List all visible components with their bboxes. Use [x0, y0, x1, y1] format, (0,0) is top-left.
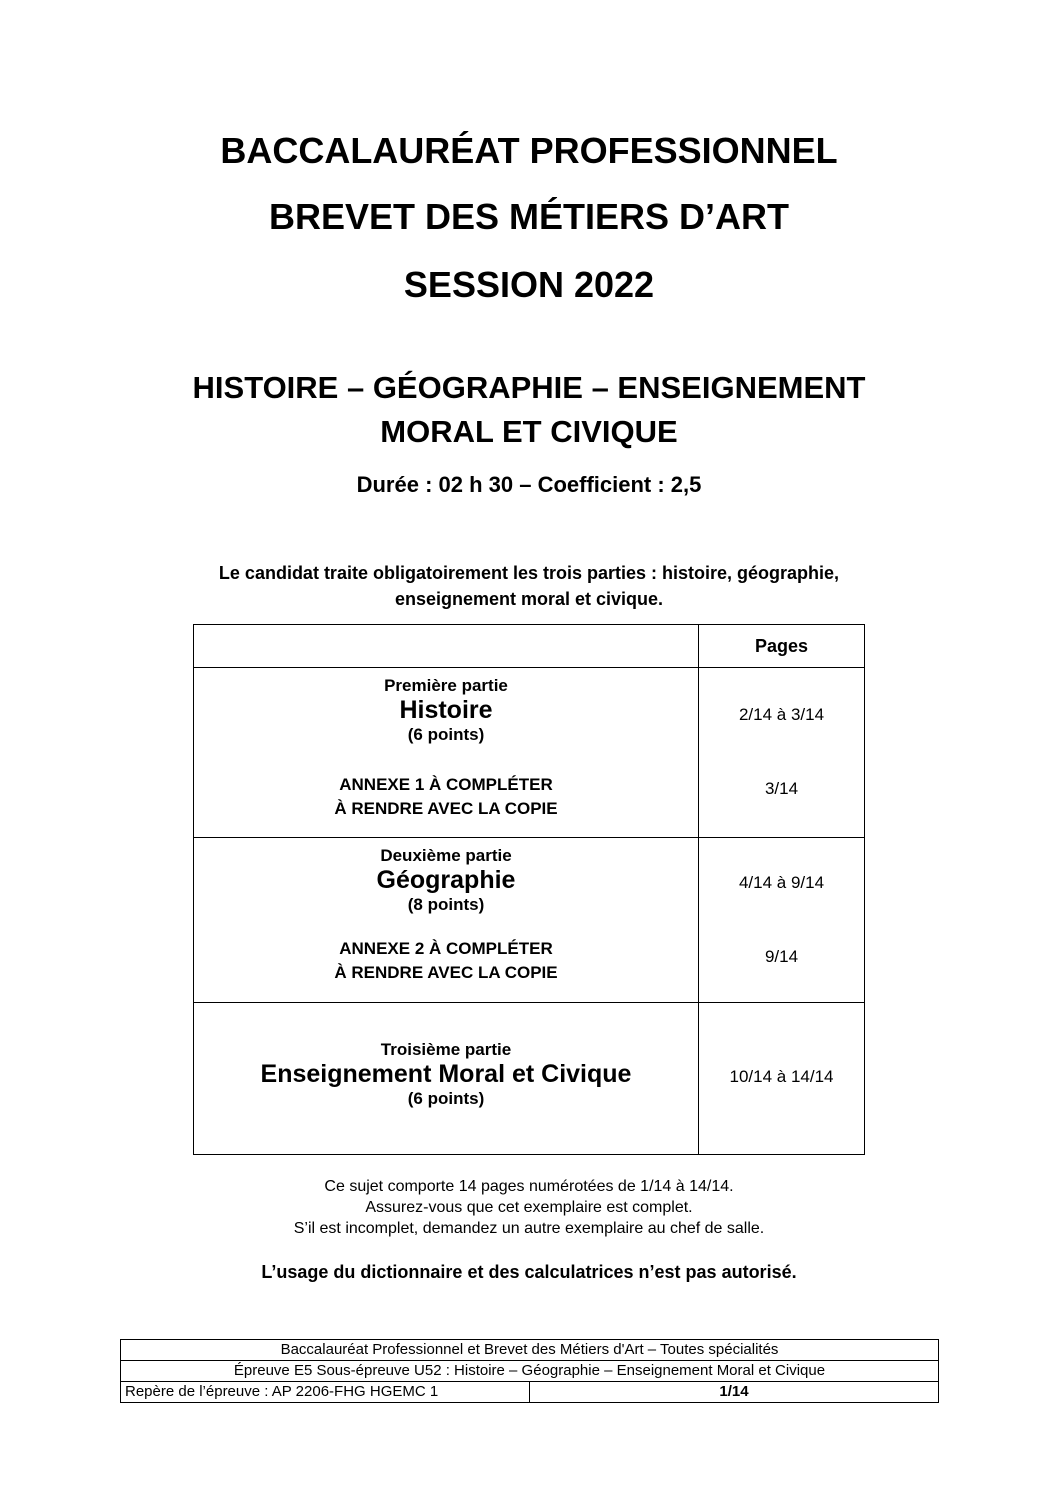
- part-2-title: Deuxième partie: [380, 846, 512, 865]
- part-2-pages: 4/14 à 9/14: [738, 873, 825, 892]
- annexe-1-pages: 3/14: [764, 779, 799, 798]
- calculator-notice: L’usage du dictionnaire et des calculatrices n’est pas autorisé.: [261, 1262, 797, 1282]
- part-3-pages: 10/14 à 14/14: [729, 1067, 834, 1086]
- part-1-name: Histoire: [399, 696, 493, 724]
- note-check-complete: Assurez-vous que cet exemplaire est complet.: [365, 1199, 693, 1216]
- subject-line-2: MORAL ET CIVIQUE: [380, 414, 678, 449]
- annexe-1-line-1: ANNEXE 1 À COMPLÉTER: [339, 775, 553, 794]
- subject-line-1: HISTOIRE – GÉOGRAPHIE – ENSEIGNEMENT: [192, 370, 866, 405]
- part-3-points: (6 points): [407, 1089, 485, 1108]
- duration-coefficient: Durée : 02 h 30 – Coefficient : 2,5: [356, 472, 702, 497]
- instructions-line-2: enseignement moral et civique.: [394, 589, 664, 609]
- part-2-name: Géographie: [376, 866, 516, 894]
- session-label: SESSION 2022: [403, 264, 655, 305]
- annexe-2-pages: 9/14: [764, 947, 799, 966]
- table-header-empty: [194, 625, 699, 668]
- annexe-2-line-1: ANNEXE 2 À COMPLÉTER: [339, 939, 553, 958]
- note-incomplete: S’il est incomplet, demandez un autre exemplaire au chef de salle.: [293, 1220, 765, 1237]
- annexe-1-line-2: À RENDRE AVEC LA COPIE: [334, 799, 558, 818]
- exam-title: BACCALAURÉAT PROFESSIONNEL: [220, 130, 838, 171]
- table-row: [194, 668, 865, 838]
- parts-table: [193, 624, 865, 1155]
- table-row: [194, 1003, 865, 1155]
- footer-epreuve-label: Épreuve E5 Sous-épreuve U52 : Histoire – Géographie – Enseignement Moral et Civique: [121, 1361, 939, 1382]
- part-3-name: Enseignement Moral et Civique: [260, 1060, 632, 1088]
- exam-subtitle: BREVET DES MÉTIERS D’ART: [268, 196, 790, 237]
- footer-repere: Repère de l’épreuve : AP 2206-FHG HGEMC 1: [121, 1382, 530, 1403]
- table-row: [194, 838, 865, 1003]
- footer-table: [120, 1339, 939, 1403]
- instructions-line-1: Le candidat traite obligatoirement les trois parties : histoire, géographie,: [218, 563, 840, 583]
- part-2-points: (8 points): [407, 895, 485, 914]
- part-2-pages-cell: [699, 838, 865, 1003]
- pages-header: Pages: [699, 625, 865, 668]
- note-page-count: Ce sujet comporte 14 pages numérotées de 1/14 à 14/14.: [324, 1178, 734, 1195]
- part-2-cell: [194, 838, 699, 1003]
- part-1-pages: 2/14 à 3/14: [738, 705, 825, 724]
- annexe-2-line-2: À RENDRE AVEC LA COPIE: [334, 963, 558, 982]
- part-1-points: (6 points): [407, 725, 485, 744]
- part-3-cell: [194, 1003, 699, 1155]
- footer-page-number: 1/14: [530, 1382, 939, 1403]
- part-3-title: Troisième partie: [380, 1040, 512, 1059]
- part-1-cell: [194, 668, 699, 838]
- part-1-title: Première partie: [384, 676, 508, 695]
- part-3-pages-cell: [699, 1003, 865, 1155]
- part-1-pages-cell: [699, 668, 865, 838]
- footer-exam-label: Baccalauréat Professionnel et Brevet des Métiers d'Art – Toutes spécialités: [121, 1340, 939, 1361]
